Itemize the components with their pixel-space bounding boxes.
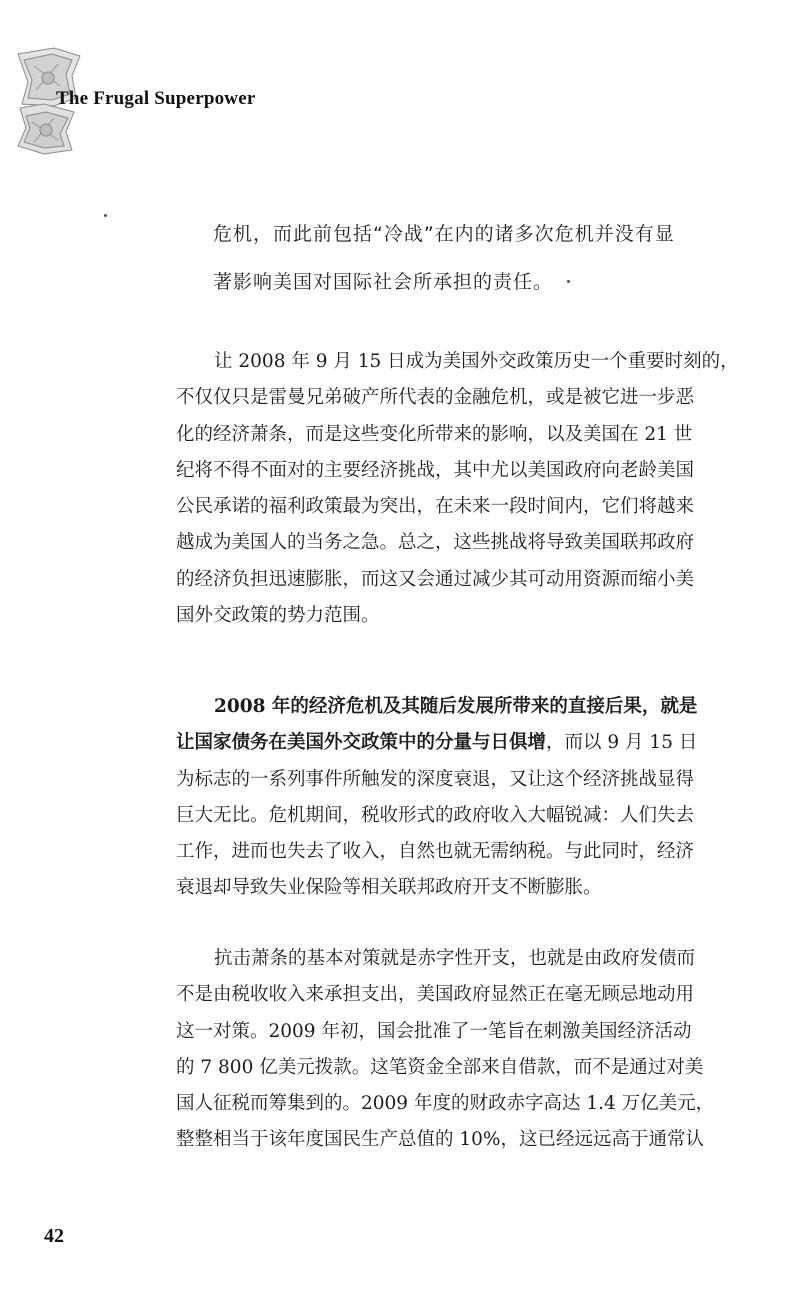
scan-speck bbox=[104, 214, 107, 217]
text-line: 衰退却导致失业保险等相关联邦政府开支不断膨胀。 bbox=[176, 877, 602, 899]
running-head-title: The Frugal Superpower bbox=[56, 88, 256, 109]
text-line: 工作，进而也失去了收入，自然也就无需纳税。与此同时，经济 bbox=[176, 841, 695, 863]
paragraph-3 bbox=[176, 941, 776, 1159]
text-line: 为标志的一系列事件所触发的深度衰退，又让这个经济挑战显得 bbox=[176, 768, 695, 790]
text-line: 公民承诺的福利政策最为突出，在未来一段时间内，它们将越来 bbox=[176, 496, 695, 518]
quote-line: 著影响美国对国际社会所承担的责任。 bbox=[213, 271, 554, 293]
text-line: 巨大无比。危机期间，税收形式的政府收入大幅锐减：人们失去 bbox=[176, 804, 695, 826]
text-line: 国人征税而筹集到的。2009 年度的财政赤字高达 1.4 万亿美元， bbox=[176, 1093, 715, 1115]
text-line: 不仅仅只是雷曼兄弟破产所代表的金融危机，或是被它进一步恶 bbox=[176, 387, 695, 409]
text-line: 国外交政策的势力范围。 bbox=[176, 605, 380, 627]
paragraph-1 bbox=[176, 344, 776, 634]
text-span: ，而以 9 月 15 日 bbox=[546, 732, 698, 754]
text-line: 的经济负担迅速膨胀，而这又会通过减少其可动用资源而缩小美 bbox=[176, 568, 695, 590]
quote-line: 危机，而此前包括“冷战”在内的诸多次危机并没有显 bbox=[213, 223, 675, 245]
paragraph-2 bbox=[176, 689, 776, 907]
page-number: 42 bbox=[44, 1225, 64, 1247]
text-line: 抗击萧条的基本对策就是赤字性开支，也就是由政府发债而 bbox=[214, 948, 696, 969]
text-line: 越成为美国人的当务之急。总之，这些挑战将导致美国联邦政府 bbox=[176, 532, 695, 554]
text-line: 整整相当于该年度国民生产总值的 10%，这已经远远高于通常认 bbox=[176, 1129, 705, 1151]
text-line: 的 7 800 亿美元拨款。这笔资金全部来自借款，而不是通过对美 bbox=[176, 1056, 704, 1078]
text-line: 化的经济萧条，而是这些变化所带来的影响，以及美国在 21 世 bbox=[176, 423, 693, 445]
bold-text-line: 2008 年的经济危机及其随后发展所带来的直接后果，就是 bbox=[214, 696, 698, 717]
text-line: 这一对策。2009 年初，国会批准了一笔旨在刺激美国经济活动 bbox=[176, 1020, 692, 1042]
text-line: 不是由税收收入来承担支出，美国政府显然正在毫无顾忌地动用 bbox=[176, 984, 695, 1006]
text-line: 纪将不得不面对的主要经济挑战，其中尤以美国政府向老龄美国 bbox=[176, 459, 695, 481]
text-line: 让 2008 年 9 月 15 日成为美国外交政策历史一个重要时刻的， bbox=[214, 351, 739, 372]
bold-text-span: 让国家债务在美国外交政策中的分量与日俱增 bbox=[176, 732, 547, 754]
text-line bbox=[176, 725, 776, 761]
